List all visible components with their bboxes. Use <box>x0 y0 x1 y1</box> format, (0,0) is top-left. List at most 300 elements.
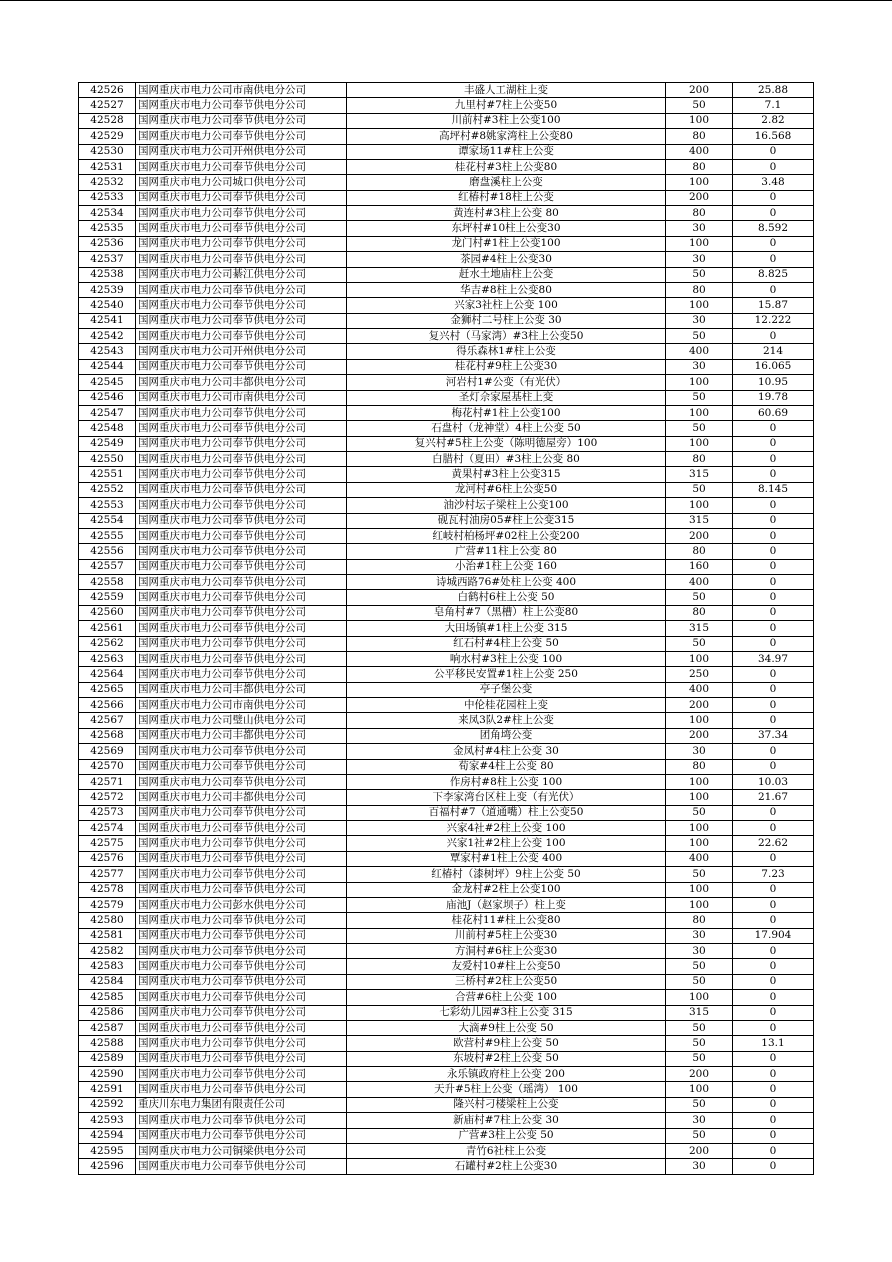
transformer-name-cell: 兴家4社#2柱上公变 100 <box>347 821 666 836</box>
row-id-cell: 42594 <box>79 1128 136 1143</box>
transformer-name-cell: 庙池J（赵家坝子）柱上变 <box>347 897 666 912</box>
transformer-name-cell: 金龙村#2柱上公变100 <box>347 882 666 897</box>
row-id-cell: 42538 <box>79 267 136 282</box>
row-id-cell: 42563 <box>79 651 136 666</box>
transformer-name-cell: 百福村#7（道通嘴）柱上公变50 <box>347 805 666 820</box>
table-row <box>79 452 814 467</box>
transformer-name-cell: 小治#1柱上公变 160 <box>347 559 666 574</box>
value-cell: 7.1 <box>733 98 814 113</box>
table-row <box>79 83 814 98</box>
capacity-cell: 50 <box>666 267 733 282</box>
row-id-cell: 42554 <box>79 513 136 528</box>
capacity-cell: 80 <box>666 913 733 928</box>
company-cell: 国网重庆市电力公司城口供电分公司 <box>136 175 347 190</box>
capacity-cell: 315 <box>666 1005 733 1020</box>
company-cell: 国网重庆市电力公司奉节供电分公司 <box>136 759 347 774</box>
company-cell: 国网重庆市电力公司奉节供电分公司 <box>136 959 347 974</box>
row-id-cell: 42558 <box>79 575 136 590</box>
company-cell: 国网重庆市电力公司奉节供电分公司 <box>136 405 347 420</box>
row-id-cell: 42542 <box>79 329 136 344</box>
table-row <box>79 1067 814 1082</box>
transformer-name-cell: 响水村#3柱上公变 100 <box>347 651 666 666</box>
row-id-cell: 42575 <box>79 836 136 851</box>
row-id-cell: 42533 <box>79 190 136 205</box>
value-cell: 0 <box>733 897 814 912</box>
table-row <box>79 805 814 820</box>
transformer-name-cell: 红椿村#18柱上公变 <box>347 190 666 205</box>
capacity-cell: 30 <box>666 313 733 328</box>
value-cell: 21.67 <box>733 790 814 805</box>
company-cell: 国网重庆市电力公司彭水供电分公司 <box>136 897 347 912</box>
table-row <box>79 698 814 713</box>
capacity-cell: 400 <box>666 144 733 159</box>
company-cell: 国网重庆市电力公司奉节供电分公司 <box>136 774 347 789</box>
table-row <box>79 298 814 313</box>
company-cell: 国网重庆市电力公司奉节供电分公司 <box>136 990 347 1005</box>
capacity-cell: 50 <box>666 421 733 436</box>
capacity-cell: 50 <box>666 867 733 882</box>
transformer-name-cell: 荀家#4柱上公变 80 <box>347 759 666 774</box>
company-cell: 国网重庆市电力公司綦江供电分公司 <box>136 267 347 282</box>
company-cell: 国网重庆市电力公司奉节供电分公司 <box>136 651 347 666</box>
company-cell: 国网重庆市电力公司奉节供电分公司 <box>136 1067 347 1082</box>
value-cell: 0 <box>733 698 814 713</box>
table-row <box>79 821 814 836</box>
transformer-name-cell: 高坪村#8姚家湾柱上公变80 <box>347 129 666 144</box>
table-row <box>79 959 814 974</box>
table-row <box>79 113 814 128</box>
transformer-name-cell: 七彩幼儿园#3柱上公变 315 <box>347 1005 666 1020</box>
transformer-name-cell: 白鹤村6柱上公变 50 <box>347 590 666 605</box>
capacity-cell: 50 <box>666 1036 733 1051</box>
row-id-cell: 42552 <box>79 482 136 497</box>
row-id-cell: 42555 <box>79 528 136 543</box>
capacity-cell: 250 <box>666 667 733 682</box>
transformer-name-cell: 金凤村#4柱上公变 30 <box>347 744 666 759</box>
company-cell: 国网重庆市电力公司奉节供电分公司 <box>136 605 347 620</box>
table-row <box>79 790 814 805</box>
capacity-cell: 80 <box>666 452 733 467</box>
row-id-cell: 42531 <box>79 159 136 174</box>
value-cell: 0 <box>733 159 814 174</box>
transformer-name-cell: 复兴村#5柱上公变（陈明德屋旁）100 <box>347 436 666 451</box>
row-id-cell: 42550 <box>79 452 136 467</box>
transformer-name-cell: 永乐镇政府柱上公变 200 <box>347 1067 666 1082</box>
row-id-cell: 42535 <box>79 221 136 236</box>
value-cell: 0 <box>733 544 814 559</box>
value-cell: 0 <box>733 575 814 590</box>
company-cell: 国网重庆市电力公司奉节供电分公司 <box>136 1082 347 1097</box>
value-cell: 0 <box>733 805 814 820</box>
transformer-name-cell: 石盘村（龙神堂）4柱上公变 50 <box>347 421 666 436</box>
capacity-cell: 100 <box>666 498 733 513</box>
value-cell: 34.97 <box>733 651 814 666</box>
value-cell: 0 <box>733 1143 814 1158</box>
company-cell: 国网重庆市电力公司奉节供电分公司 <box>136 467 347 482</box>
value-cell: 0 <box>733 851 814 866</box>
row-id-cell: 42570 <box>79 759 136 774</box>
company-cell: 国网重庆市电力公司奉节供电分公司 <box>136 129 347 144</box>
transformer-name-cell: 兴家3社柱上公变 100 <box>347 298 666 313</box>
company-cell: 国网重庆市电力公司奉节供电分公司 <box>136 282 347 297</box>
value-cell: 19.78 <box>733 390 814 405</box>
capacity-cell: 50 <box>666 1128 733 1143</box>
value-cell: 0 <box>733 528 814 543</box>
row-id-cell: 42581 <box>79 928 136 943</box>
capacity-cell: 50 <box>666 636 733 651</box>
value-cell: 15.87 <box>733 298 814 313</box>
row-id-cell: 42592 <box>79 1097 136 1112</box>
capacity-cell: 50 <box>666 959 733 974</box>
company-cell: 国网重庆市电力公司奉节供电分公司 <box>136 252 347 267</box>
company-cell: 国网重庆市电力公司丰都供电分公司 <box>136 375 347 390</box>
table-row <box>79 1159 814 1174</box>
value-cell: 0 <box>733 190 814 205</box>
row-id-cell: 42573 <box>79 805 136 820</box>
row-id-cell: 42565 <box>79 682 136 697</box>
row-id-cell: 42537 <box>79 252 136 267</box>
table-row <box>79 944 814 959</box>
row-id-cell: 42529 <box>79 129 136 144</box>
table-row <box>79 375 814 390</box>
value-cell: 0 <box>733 1051 814 1066</box>
table-row <box>79 590 814 605</box>
capacity-cell: 50 <box>666 974 733 989</box>
table-row <box>79 313 814 328</box>
row-id-cell: 42586 <box>79 1005 136 1020</box>
row-id-cell: 42596 <box>79 1159 136 1174</box>
row-id-cell: 42564 <box>79 667 136 682</box>
table-row <box>79 851 814 866</box>
table-row <box>79 867 814 882</box>
company-cell: 国网重庆市电力公司奉节供电分公司 <box>136 836 347 851</box>
company-cell: 国网重庆市电力公司市南供电分公司 <box>136 698 347 713</box>
transformer-name-cell: 覃家村#1柱上公变 400 <box>347 851 666 866</box>
company-cell: 国网重庆市电力公司奉节供电分公司 <box>136 928 347 943</box>
transformer-name-cell: 红椿村（漆树坪）9柱上公变 50 <box>347 867 666 882</box>
capacity-cell: 30 <box>666 744 733 759</box>
company-cell: 国网重庆市电力公司奉节供电分公司 <box>136 805 347 820</box>
capacity-cell: 30 <box>666 944 733 959</box>
table-row <box>79 713 814 728</box>
value-cell: 0 <box>733 605 814 620</box>
transformer-name-cell: 东坪村#10柱上公变30 <box>347 221 666 236</box>
row-id-cell: 42557 <box>79 559 136 574</box>
capacity-cell: 100 <box>666 651 733 666</box>
transformer-name-cell: 赶水土地庙柱上公变 <box>347 267 666 282</box>
company-cell: 国网重庆市电力公司奉节供电分公司 <box>136 359 347 374</box>
table-row <box>79 482 814 497</box>
capacity-cell: 200 <box>666 83 733 98</box>
transformer-name-cell: 友爱村10#柱上公变50 <box>347 959 666 974</box>
value-cell: 0 <box>733 452 814 467</box>
value-cell: 0 <box>733 744 814 759</box>
table-row <box>79 1113 814 1128</box>
value-cell: 37.34 <box>733 728 814 743</box>
capacity-cell: 50 <box>666 329 733 344</box>
row-id-cell: 42566 <box>79 698 136 713</box>
transformer-name-cell: 黄果村#3柱上公变315 <box>347 467 666 482</box>
value-cell: 0 <box>733 329 814 344</box>
capacity-cell: 100 <box>666 713 733 728</box>
value-cell: 0 <box>733 1020 814 1035</box>
row-id-cell: 42536 <box>79 236 136 251</box>
table-row <box>79 190 814 205</box>
value-cell: 0 <box>733 513 814 528</box>
transformer-table <box>78 82 814 1175</box>
capacity-cell: 315 <box>666 621 733 636</box>
row-id-cell: 42561 <box>79 621 136 636</box>
transformer-name-cell: 金狮村二号柱上公变 30 <box>347 313 666 328</box>
value-cell: 0 <box>733 821 814 836</box>
company-cell: 国网重庆市电力公司奉节供电分公司 <box>136 1036 347 1051</box>
row-id-cell: 42589 <box>79 1051 136 1066</box>
value-cell: 17.904 <box>733 928 814 943</box>
row-id-cell: 42528 <box>79 113 136 128</box>
value-cell: 0 <box>733 682 814 697</box>
transformer-name-cell: 三桥村#2柱上公变50 <box>347 974 666 989</box>
value-cell: 22.62 <box>733 836 814 851</box>
row-id-cell: 42545 <box>79 375 136 390</box>
capacity-cell: 100 <box>666 236 733 251</box>
table-row <box>79 728 814 743</box>
row-id-cell: 42526 <box>79 83 136 98</box>
company-cell: 国网重庆市电力公司奉节供电分公司 <box>136 744 347 759</box>
row-id-cell: 42574 <box>79 821 136 836</box>
company-cell: 国网重庆市电力公司奉节供电分公司 <box>136 621 347 636</box>
company-cell: 国网重庆市电力公司开州供电分公司 <box>136 344 347 359</box>
row-id-cell: 42546 <box>79 390 136 405</box>
value-cell: 12.222 <box>733 313 814 328</box>
table-row <box>79 897 814 912</box>
value-cell: 0 <box>733 144 814 159</box>
row-id-cell: 42543 <box>79 344 136 359</box>
table-row <box>79 621 814 636</box>
row-id-cell: 42583 <box>79 959 136 974</box>
company-cell: 国网重庆市电力公司市南供电分公司 <box>136 83 347 98</box>
table-row <box>79 990 814 1005</box>
table-row <box>79 359 814 374</box>
table-row <box>79 605 814 620</box>
table-row <box>79 144 814 159</box>
company-cell: 国网重庆市电力公司奉节供电分公司 <box>136 436 347 451</box>
company-cell: 国网重庆市电力公司奉节供电分公司 <box>136 528 347 543</box>
table-row <box>79 267 814 282</box>
company-cell: 国网重庆市电力公司奉节供电分公司 <box>136 98 347 113</box>
transformer-name-cell: 团角塆公变 <box>347 728 666 743</box>
transformer-name-cell: 复兴村（马家湾）#3柱上公变50 <box>347 329 666 344</box>
transformer-name-cell: 油沙村坛子梁柱上公变100 <box>347 498 666 513</box>
capacity-cell: 315 <box>666 513 733 528</box>
row-id-cell: 42577 <box>79 867 136 882</box>
row-id-cell: 42556 <box>79 544 136 559</box>
capacity-cell: 50 <box>666 805 733 820</box>
company-cell: 国网重庆市电力公司奉节供电分公司 <box>136 298 347 313</box>
table-row <box>79 575 814 590</box>
capacity-cell: 50 <box>666 390 733 405</box>
row-id-cell: 42544 <box>79 359 136 374</box>
capacity-cell: 30 <box>666 252 733 267</box>
capacity-cell: 100 <box>666 882 733 897</box>
company-cell: 国网重庆市电力公司奉节供电分公司 <box>136 236 347 251</box>
value-cell: 16.568 <box>733 129 814 144</box>
value-cell: 0 <box>733 282 814 297</box>
capacity-cell: 80 <box>666 759 733 774</box>
table-row <box>79 667 814 682</box>
capacity-cell: 30 <box>666 1113 733 1128</box>
value-cell: 0 <box>733 1082 814 1097</box>
row-id-cell: 42585 <box>79 990 136 1005</box>
company-cell: 国网重庆市电力公司奉节供电分公司 <box>136 575 347 590</box>
row-id-cell: 42553 <box>79 498 136 513</box>
row-id-cell: 42559 <box>79 590 136 605</box>
table-row <box>79 928 814 943</box>
table-row <box>79 344 814 359</box>
capacity-cell: 200 <box>666 1067 733 1082</box>
capacity-cell: 400 <box>666 682 733 697</box>
row-id-cell: 42548 <box>79 421 136 436</box>
transformer-name-cell: 来凤3队2#柱上公变 <box>347 713 666 728</box>
value-cell: 0 <box>733 498 814 513</box>
table-row <box>79 513 814 528</box>
value-cell: 2.82 <box>733 113 814 128</box>
company-cell: 国网重庆市电力公司奉节供电分公司 <box>136 190 347 205</box>
row-id-cell: 42572 <box>79 790 136 805</box>
table-row <box>79 390 814 405</box>
company-cell: 国网重庆市电力公司奉节供电分公司 <box>136 452 347 467</box>
page-top-rule <box>0 0 892 1</box>
company-cell: 国网重庆市电力公司铜梁供电分公司 <box>136 1143 347 1158</box>
table-row <box>79 405 814 420</box>
transformer-name-cell: 龙河村#6柱上公变50 <box>347 482 666 497</box>
row-id-cell: 42527 <box>79 98 136 113</box>
capacity-cell: 200 <box>666 528 733 543</box>
value-cell: 0 <box>733 206 814 221</box>
transformer-name-cell: 梅花村#1柱上公变100 <box>347 405 666 420</box>
table-row <box>79 236 814 251</box>
company-cell: 国网重庆市电力公司奉节供电分公司 <box>136 867 347 882</box>
transformer-name-cell: 大滴#9柱上公变 50 <box>347 1020 666 1035</box>
value-cell: 10.95 <box>733 375 814 390</box>
value-cell: 0 <box>733 959 814 974</box>
capacity-cell: 100 <box>666 436 733 451</box>
company-cell: 国网重庆市电力公司奉节供电分公司 <box>136 221 347 236</box>
transformer-name-cell: 作房村#8柱上公变 100 <box>347 774 666 789</box>
row-id-cell: 42593 <box>79 1113 136 1128</box>
transformer-name-cell: 皂角村#7（黑槽）柱上公变80 <box>347 605 666 620</box>
value-cell: 13.1 <box>733 1036 814 1051</box>
table-row <box>79 1020 814 1035</box>
capacity-cell: 50 <box>666 1020 733 1035</box>
value-cell: 0 <box>733 882 814 897</box>
table-row <box>79 1082 814 1097</box>
company-cell: 国网重庆市电力公司奉节供电分公司 <box>136 313 347 328</box>
capacity-cell: 400 <box>666 344 733 359</box>
transformer-name-cell: 天升#5柱上公变（瑶湾） 100 <box>347 1082 666 1097</box>
table-row <box>79 544 814 559</box>
value-cell: 0 <box>733 421 814 436</box>
capacity-cell: 100 <box>666 113 733 128</box>
row-id-cell: 42578 <box>79 882 136 897</box>
capacity-cell: 100 <box>666 821 733 836</box>
table-row <box>79 98 814 113</box>
row-id-cell: 42587 <box>79 1020 136 1035</box>
capacity-cell: 400 <box>666 851 733 866</box>
capacity-cell: 100 <box>666 897 733 912</box>
value-cell: 0 <box>733 974 814 989</box>
company-cell: 国网重庆市电力公司奉节供电分公司 <box>136 421 347 436</box>
table-row <box>79 1036 814 1051</box>
table-row <box>79 774 814 789</box>
company-cell: 国网重庆市电力公司奉节供电分公司 <box>136 559 347 574</box>
company-cell: 国网重庆市电力公司璧山供电分公司 <box>136 713 347 728</box>
company-cell: 国网重庆市电力公司奉节供电分公司 <box>136 498 347 513</box>
value-cell: 3.48 <box>733 175 814 190</box>
company-cell: 国网重庆市电力公司奉节供电分公司 <box>136 1128 347 1143</box>
table-row <box>79 1143 814 1158</box>
capacity-cell: 315 <box>666 467 733 482</box>
transformer-name-cell: 河岩村1#公变（有光伏） <box>347 375 666 390</box>
table-row <box>79 129 814 144</box>
table-row <box>79 974 814 989</box>
capacity-cell: 400 <box>666 575 733 590</box>
transformer-name-cell: 大田场镇#1柱上公变 315 <box>347 621 666 636</box>
row-id-cell: 42571 <box>79 774 136 789</box>
company-cell: 国网重庆市电力公司奉节供电分公司 <box>136 590 347 605</box>
transformer-name-cell: 九里村#7柱上公变50 <box>347 98 666 113</box>
table-row <box>79 175 814 190</box>
transformer-name-cell: 新庙村#7柱上公变 30 <box>347 1113 666 1128</box>
capacity-cell: 80 <box>666 159 733 174</box>
capacity-cell: 200 <box>666 728 733 743</box>
transformer-name-cell: 红岐村柏杨坪#02柱上公变200 <box>347 528 666 543</box>
transformer-name-cell: 白腊村（夏田）#3柱上公变 80 <box>347 452 666 467</box>
capacity-cell: 100 <box>666 774 733 789</box>
company-cell: 国网重庆市电力公司奉节供电分公司 <box>136 329 347 344</box>
capacity-cell: 50 <box>666 1097 733 1112</box>
table-row <box>79 1128 814 1143</box>
company-cell: 国网重庆市电力公司奉节供电分公司 <box>136 113 347 128</box>
table-row <box>79 528 814 543</box>
capacity-cell: 200 <box>666 190 733 205</box>
table-row <box>79 913 814 928</box>
table-row <box>79 221 814 236</box>
capacity-cell: 100 <box>666 298 733 313</box>
transformer-name-cell: 茶园#4柱上公变30 <box>347 252 666 267</box>
row-id-cell: 42534 <box>79 206 136 221</box>
row-id-cell: 42562 <box>79 636 136 651</box>
transformer-name-cell: 川前村#5柱上公变30 <box>347 928 666 943</box>
value-cell: 0 <box>733 1113 814 1128</box>
company-cell: 国网重庆市电力公司丰都供电分公司 <box>136 682 347 697</box>
value-cell: 0 <box>733 252 814 267</box>
transformer-name-cell: 亭子堡公变 <box>347 682 666 697</box>
capacity-cell: 80 <box>666 605 733 620</box>
capacity-cell: 50 <box>666 590 733 605</box>
transformer-name-cell: 公平移民安置#1柱上公变 250 <box>347 667 666 682</box>
table-row <box>79 636 814 651</box>
row-id-cell: 42580 <box>79 913 136 928</box>
table-row <box>79 836 814 851</box>
row-id-cell: 42576 <box>79 851 136 866</box>
company-cell: 国网重庆市电力公司奉节供电分公司 <box>136 1005 347 1020</box>
company-cell: 国网重庆市电力公司奉节供电分公司 <box>136 913 347 928</box>
capacity-cell: 160 <box>666 559 733 574</box>
transformer-name-cell: 得乐森林1#柱上公变 <box>347 344 666 359</box>
value-cell: 60.69 <box>733 405 814 420</box>
value-cell: 7.23 <box>733 867 814 882</box>
value-cell: 0 <box>733 467 814 482</box>
